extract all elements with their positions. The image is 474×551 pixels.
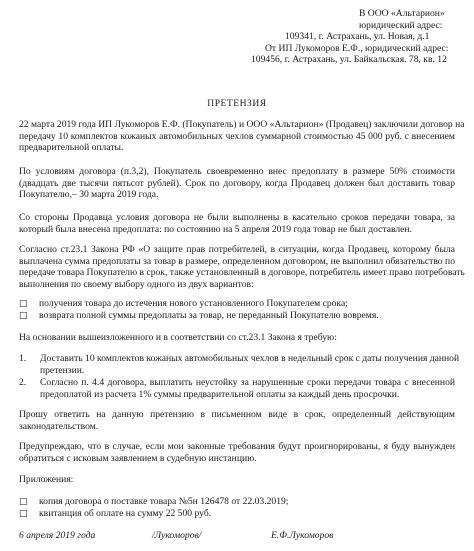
header-line: От ИП Лукоморов Е.Ф., юридический адрес: <box>265 42 449 54</box>
item-number: 2. <box>19 377 27 388</box>
text-line: передаче товара Покупателю в срок, также установленный в договоре, потребитель имеет право потребовать <box>19 267 465 279</box>
paragraph-breach <box>19 212 455 235</box>
text-line: По условиям договора (п.3,2), Покупатель своевременно внес предоплату в размере 50% стоимости <box>19 166 455 177</box>
header-line: 109456, г. Астрахань, ул. Байкальская. 78, кв. 12 <box>251 54 447 66</box>
list-item <box>19 310 379 323</box>
option-text: возврата полной суммы предоплаты за товар, не переданный Покупателю вовремя. <box>39 310 379 321</box>
paragraph-prepayment <box>19 166 455 201</box>
paragraph-demand-intro: На основании вышеизложенного и в соответствии со ст.23.1 Закона я требую: <box>19 332 337 343</box>
text-line: претензии. <box>40 364 85 376</box>
header-line: юридический адрес: <box>359 19 443 31</box>
header-line: В ООО «Альтарион» <box>359 8 445 19</box>
attachments-label: Приложения: <box>19 474 74 485</box>
checkbox-icon: □ <box>19 311 28 321</box>
text-line: Предупреждаю, что в случае, если мои законные требования будут проигнорированы, я буду вынужден <box>19 441 455 452</box>
text-line: Прошу ответить на данную претензию в письменном виде в срок, определенный действующим <box>19 409 455 420</box>
demand-item <box>19 353 460 376</box>
text-line: который была внесена предоплата: по состоянию на 5 апреля 2019 года товар не был доставлен. <box>19 223 412 235</box>
checkbox-icon: □ <box>19 509 28 519</box>
option-text: получения товара до истечения нового установленного Покупателем срока; <box>39 298 348 309</box>
document-title: ПРЕТЕНЗИЯ <box>207 98 267 109</box>
paragraph-response-request <box>19 409 455 432</box>
paragraph-agreement <box>19 119 465 154</box>
text-line: обратиться с исковым заявлением в судебную инстанцию. <box>19 452 257 464</box>
text-line: предоплатой из расчета 1% суммы предварительной оплаты за каждый день просрочки. <box>40 388 400 400</box>
attachment-item <box>19 508 211 521</box>
text-line: законодательством. <box>19 420 99 432</box>
demand-item <box>19 377 455 400</box>
text-line: Со стороны Продавца условия договора не были выполнены в касательно сроков передачи товара, за <box>19 212 455 223</box>
attachment-text: квитанция об оплате на сумму 22 500 руб. <box>39 508 212 519</box>
checkbox-icon: □ <box>19 497 28 507</box>
paragraph-law <box>19 244 465 290</box>
paragraph-warning <box>19 441 455 464</box>
text-line: Покупателю,– 30 марта 2019 года. <box>19 189 159 201</box>
text-line: (двадцать две тысячи пятьсот рублей). Срок по договору, когда Продавец должен был доставить товар <box>19 177 455 189</box>
text-line: выплачена сумма предоплаты за товар в размере, определенном договором, не выполнил обязательство по <box>19 255 455 267</box>
footer-name: Е.Ф.Лукоморов <box>271 530 334 541</box>
text-line: Согласно п. 4.4 договора, выплатить неустойку за нарушенные сроки передачи товара с внесенной <box>40 377 455 388</box>
text-line: передачу 10 комплектов кожаных автомобильных чехлов суммарной стоимостью 45 000 руб. с внесением <box>19 130 455 142</box>
attachment-text: копия договора о поставке товара №5н 126478 от 22.03.2019; <box>39 496 289 507</box>
text-line: выполнения по своему выбору одного из двух вариантов: <box>19 278 254 290</box>
checkbox-icon: □ <box>19 299 28 309</box>
text-line: Доставить 10 комплектов кожаных автомобильных чехлов в недельный срок с даты получения данной <box>40 353 460 364</box>
header-line: 109341, г. Астрахань, ул. Новая, д.1 <box>285 31 430 43</box>
footer-signature: /Лукоморов/ <box>152 530 202 541</box>
text-line: предварительной оплаты. <box>19 142 124 154</box>
footer-date: 6 апреля 2019 года <box>19 530 96 541</box>
attachment-item <box>19 496 288 509</box>
recipient-sender-block <box>251 8 455 66</box>
text-line: Согласно ст.23.1 Закона РФ «О защите прав потребителей, в ситуации, когда Продавец, которому была <box>19 244 455 255</box>
text-line: 22 марта 2019 года ИП Лукоморов Е.Ф. (Покупатель) и ООО «Альтарион» (Продавец) заключили договор на <box>19 119 465 130</box>
item-number: 1. <box>19 353 27 364</box>
list-item <box>19 298 348 311</box>
